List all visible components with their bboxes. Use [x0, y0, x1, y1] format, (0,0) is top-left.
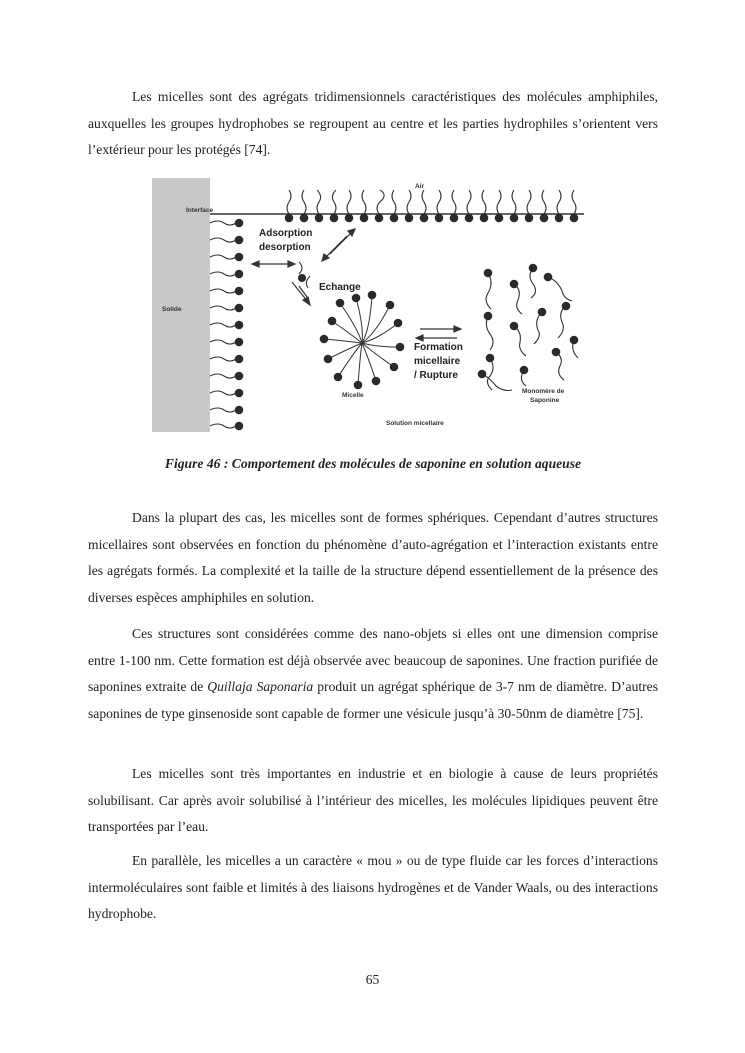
- paragraph-nano-objects: [88, 621, 658, 727]
- p3-text-before: Ces structures sont considérées comme des nano-objets si elles ont une dimension comprise entre 1-100 nm. Cette formation est déjà observée avec beaucoup de saponines. Une fraction purifiée de saponines extraite de: [88, 626, 658, 694]
- free-monomer-heads: [478, 264, 579, 379]
- label-echange: Echange: [319, 282, 361, 293]
- label-interface: Interface: [186, 207, 214, 214]
- paragraph-micelles-definition: Les micelles sont des agrégats tridimensionnels caractéristiques des molécules amphiphiles, auxquelles les groupes hydrophobes se regroupent au centre et les parties hydrophiles s’orientent vers l’extérieur pour les protégés [74].: [88, 89, 658, 157]
- figure-saponin-behavior: [152, 178, 588, 432]
- paragraph-micelle-importance: Les micelles sont très importantes en industrie et en biologie à cause de leurs propriétés solubilisant. Car après avoir solubilisé à l’intérieur des micelles, les molécules lipidiques peuvent être transportées par l’eau.: [88, 766, 658, 834]
- saponin-diagram: [152, 178, 588, 432]
- label-adsorption: Adsorption: [259, 228, 313, 239]
- label-micelle: Micelle: [342, 392, 364, 399]
- label-solution-micellaire: Solution micellaire: [386, 420, 444, 427]
- label-air: Air: [415, 183, 425, 190]
- label-rupture: / Rupture: [414, 370, 458, 381]
- label-desorption: desorption: [259, 242, 311, 253]
- paragraph-micelle-soft-character: En parallèle, les micelles a un caractère « mou » ou de type fluide car les forces d’interactions intermoléculaires sont faible et limités à des liaisons hydrogènes et de Vander Waals, ou des interactions hydrophobe.: [88, 853, 658, 921]
- label-micellaire: micellaire: [414, 356, 461, 367]
- label-monomere: Monomère de: [522, 388, 565, 395]
- figure-caption: Figure 46 : Comportement des molécules de saponine en solution aqueuse: [164, 456, 582, 471]
- interface-heads: [285, 214, 579, 223]
- paragraph-micelle-shapes: Dans la plupart des cas, les micelles sont de formes sphériques. Cependant d’autres structures micellaires sont observées en fonction du phénomène d’auto-agrégation et l’interaction existants entre les agrégats formés. La complexité et la taille de la structure dépend essentiellement de la présence des diverses espèces amphiphiles en solution.: [88, 510, 658, 605]
- solid-monomer-heads: [235, 219, 244, 431]
- species-name: Quillaja Saponaria: [207, 679, 314, 694]
- solid-monomer-tails: [210, 221, 236, 428]
- page-number: 65: [365, 972, 380, 987]
- p3-text-after: produit un agrégat sphérique de 3-7 nm de diamètre. D’autres saponines de type ginsenoside sont capable de former une vésicule jusqu’à 30-50nm de diamètre [75].: [88, 679, 658, 721]
- label-solide: Solide: [162, 306, 182, 313]
- free-monomer-tails: [482, 268, 578, 391]
- label-formation: Formation: [414, 342, 463, 353]
- label-saponine: Saponine: [530, 397, 560, 404]
- air-monomer-tails: [287, 190, 576, 214]
- solid-wall: [152, 178, 210, 432]
